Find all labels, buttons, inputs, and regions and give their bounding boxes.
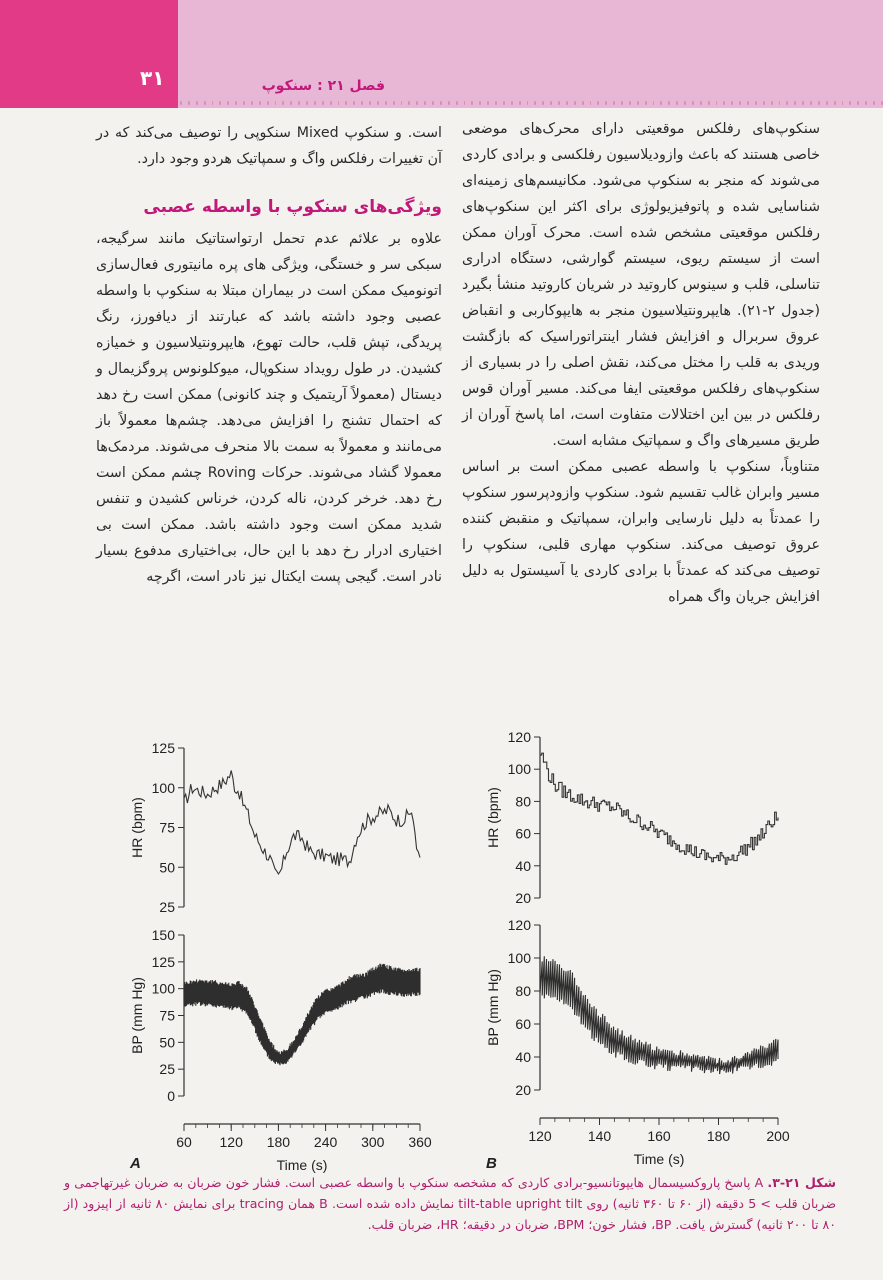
y-tick-label: 100 xyxy=(151,779,175,796)
y-tick-label: 25 xyxy=(159,899,175,915)
x-tick-label: 180 xyxy=(266,1134,291,1150)
y-axis-label: HR (bpm) xyxy=(485,787,501,848)
y-tick-label: 100 xyxy=(507,761,531,778)
x-tick-label: 60 xyxy=(176,1134,192,1150)
panel-label-a: A xyxy=(130,1155,141,1172)
page-number: ۳۱ xyxy=(140,66,165,90)
y-axis-label: BP (mm Hg) xyxy=(485,969,501,1046)
x-tick-label: 160 xyxy=(647,1128,671,1144)
y-tick-label: 80 xyxy=(515,983,531,999)
y-axis-label: BP (mm Hg) xyxy=(129,977,145,1054)
chart-hr-panel-b xyxy=(485,729,778,906)
x-tick-label: 240 xyxy=(313,1134,338,1150)
paragraph: است. و سنکوپ Mixed سنکوپی را توصیف می‌کند که در آن تغییرات رفلکس واگ و سمپاتیک هردو وجود دارد. xyxy=(96,125,442,167)
y-tick-label: 120 xyxy=(507,729,531,745)
x-axis-label: Time (s) xyxy=(633,1151,685,1167)
y-tick-label: 60 xyxy=(515,1016,531,1032)
x-tick-label: 120 xyxy=(219,1134,243,1150)
header-divider xyxy=(0,96,883,110)
blood-pressure-trace xyxy=(184,964,420,1066)
y-tick-label: 150 xyxy=(151,927,175,943)
caption-text: A پاسخ پاروکسیسمال هایپوتانسیو-برادی کاردی که مشخصه سنکوپ با واسطه عصبی است. فشار خون ضربان به ضربان غیرتهاجمی و ضربان قلب > 5 دقیقه (از ۶۰ تا ۳۶۰ ثانیه) روی tilt-table upright tilt نمایش داده شده است. B همان tracing برای نمایش ۸۰ ثانیه از اپیزود (از ۸۰ تا ۲۰۰ ثانیه) گسترش یافت. BP، فشار خون؛ BPM، ضربان در دقیقه؛ HR، ضربان قلب. xyxy=(64,1175,837,1232)
blood-pressure-trace xyxy=(540,956,778,1074)
figure-caption xyxy=(64,1172,836,1235)
y-tick-label: 20 xyxy=(515,1082,531,1098)
y-tick-label: 80 xyxy=(515,793,531,810)
x-tick-label: 360 xyxy=(408,1134,432,1150)
x-tick-label: 180 xyxy=(706,1128,731,1144)
heart-rate-trace xyxy=(540,753,778,864)
x-tick-label: 200 xyxy=(766,1128,790,1144)
paragraph: علاوه بر علائم عدم تحمل ارتواستاتیک مانند سرگیجه، سبکی سر و خستگی، ویژگی های پره مانیتوری فعال‌سازی اتونومیک ممکن است در بیماران مبتلا به سنکوپ با واسطه عصبی وجود داشته باشد که عبارتند از دیافورز، رنگ پریدگی، تپش قلب، حالت تهوع، هایپرونتیلاسیون و خمیازه کشیدن. در طول رویداد سنکوپال، میوکلونوس پروگزیمال و دیستال (معمولاً آریتمیک و چند کانونی) ممکن است رخ دهد که احتمال تشنج را افزایش می‌دهد. چشم‌ها معمولاً باز می‌مانند و معمولاً به سمت بالا منحرف می‌شوند. مردمک‌ها معمولا گشاد می‌شوند. حرکات Roving چشم ممکن است رخ دهد. خرخر کردن، ناله کردن، خرناس کشیدن و تنفس شدید ممکن است وجود داشته باشد. ممکن است بی اختیاری ادرار رخ دهد با این حال، بی‌اختیاری مدفوع بسیار نادر است. گیجی پست ایکتال نیز نادر است، اگرچه xyxy=(96,231,442,585)
y-tick-label: 40 xyxy=(515,857,531,874)
y-tick-label: 20 xyxy=(515,890,531,906)
y-tick-label: 125 xyxy=(151,953,175,970)
section-heading: ویژگی‌های سنکوپ با واسطه عصبی xyxy=(143,197,442,217)
chart-bp-panel-b xyxy=(485,917,790,1167)
y-axis-label: HR (bpm) xyxy=(129,797,145,858)
y-tick-label: 75 xyxy=(159,1007,175,1024)
y-tick-label: 0 xyxy=(167,1088,175,1104)
chart-bp-panel-a xyxy=(129,927,432,1173)
right-column xyxy=(462,116,820,610)
paragraph: سنکوپ‌های رفلکس موقعیتی دارای محرک‌های موضعی خاصی هستند که باعث وازودیلاسیون رفلکسی و برادی کاردی می‌شوند که منجر به سنکوپ می‌شود. مکانیسم‌های زمینه‌ای شناسایی شده و پاتوفیزیولوژی برای اکثر این سنکوپ‌های رفلکس موقعیتی مشخص شده است. محرک آوران ممکن است از سیستم ریوی، سیستم گوارشی، دستگاه ادراری تناسلی، قلب و سینوس کاروتید در شریان کاروتید منشأ بگیرد (جدول ۲-۲۱). هایپرونتیلاسیون منجر به هایپوکاربی و انقباض عروق سربرال و افزایش فشار اینتراتوراسیک که بازگشت وریدی به قلب را مختل می‌کند، نقش اصلی را در بسیاری از سنکوپ‌های رفلکس موقعیتی ایفا می‌کند. مسیر آوران قوس رفلکس در بین این اختلالات متفاوت است، اما پاسخ آوران از طریق مسیرهای واگ و سمپاتیک مشابه است. xyxy=(462,121,821,449)
y-tick-label: 50 xyxy=(159,1034,175,1051)
chapter-title: فصل ۲۱ : سنکوپ xyxy=(261,78,385,94)
panel-label-b: B xyxy=(486,1155,497,1172)
y-tick-label: 125 xyxy=(151,740,175,756)
x-tick-label: 120 xyxy=(528,1128,552,1144)
left-column xyxy=(96,120,442,590)
y-tick-label: 100 xyxy=(507,950,531,966)
paragraph: متناوباً، سنکوپ با واسطه عصبی ممکن است بر اساس مسیر وابران غالب تقسیم شود. سنکوپ وازودپرسور سنکوپ را عمدتاً به دلیل نارسایی وابران، سمپاتیک و منقبض کننده عروق توصیف می‌کند. سنکوپ مهاری قلبی، سنکوپ را توصیف می‌کند که عمدتاً با برادی کاردی یا آسیستول به دلیل افزایش جریان واگ همراه xyxy=(462,459,820,605)
x-tick-label: 140 xyxy=(587,1128,612,1144)
caption-label: شکل ۲۱-۳. xyxy=(767,1175,836,1190)
x-axis-label: Time (s) xyxy=(276,1157,328,1173)
y-tick-label: 100 xyxy=(151,980,175,997)
chart-hr-panel-a xyxy=(129,740,420,915)
y-tick-label: 50 xyxy=(159,859,175,876)
y-tick-label: 60 xyxy=(515,825,531,842)
y-tick-label: 120 xyxy=(507,917,531,933)
heart-rate-trace xyxy=(184,771,420,875)
x-tick-label: 300 xyxy=(361,1134,385,1150)
y-tick-label: 40 xyxy=(515,1049,531,1065)
y-tick-label: 75 xyxy=(159,819,175,836)
page-number-tab xyxy=(0,0,178,108)
y-tick-label: 25 xyxy=(159,1061,175,1078)
